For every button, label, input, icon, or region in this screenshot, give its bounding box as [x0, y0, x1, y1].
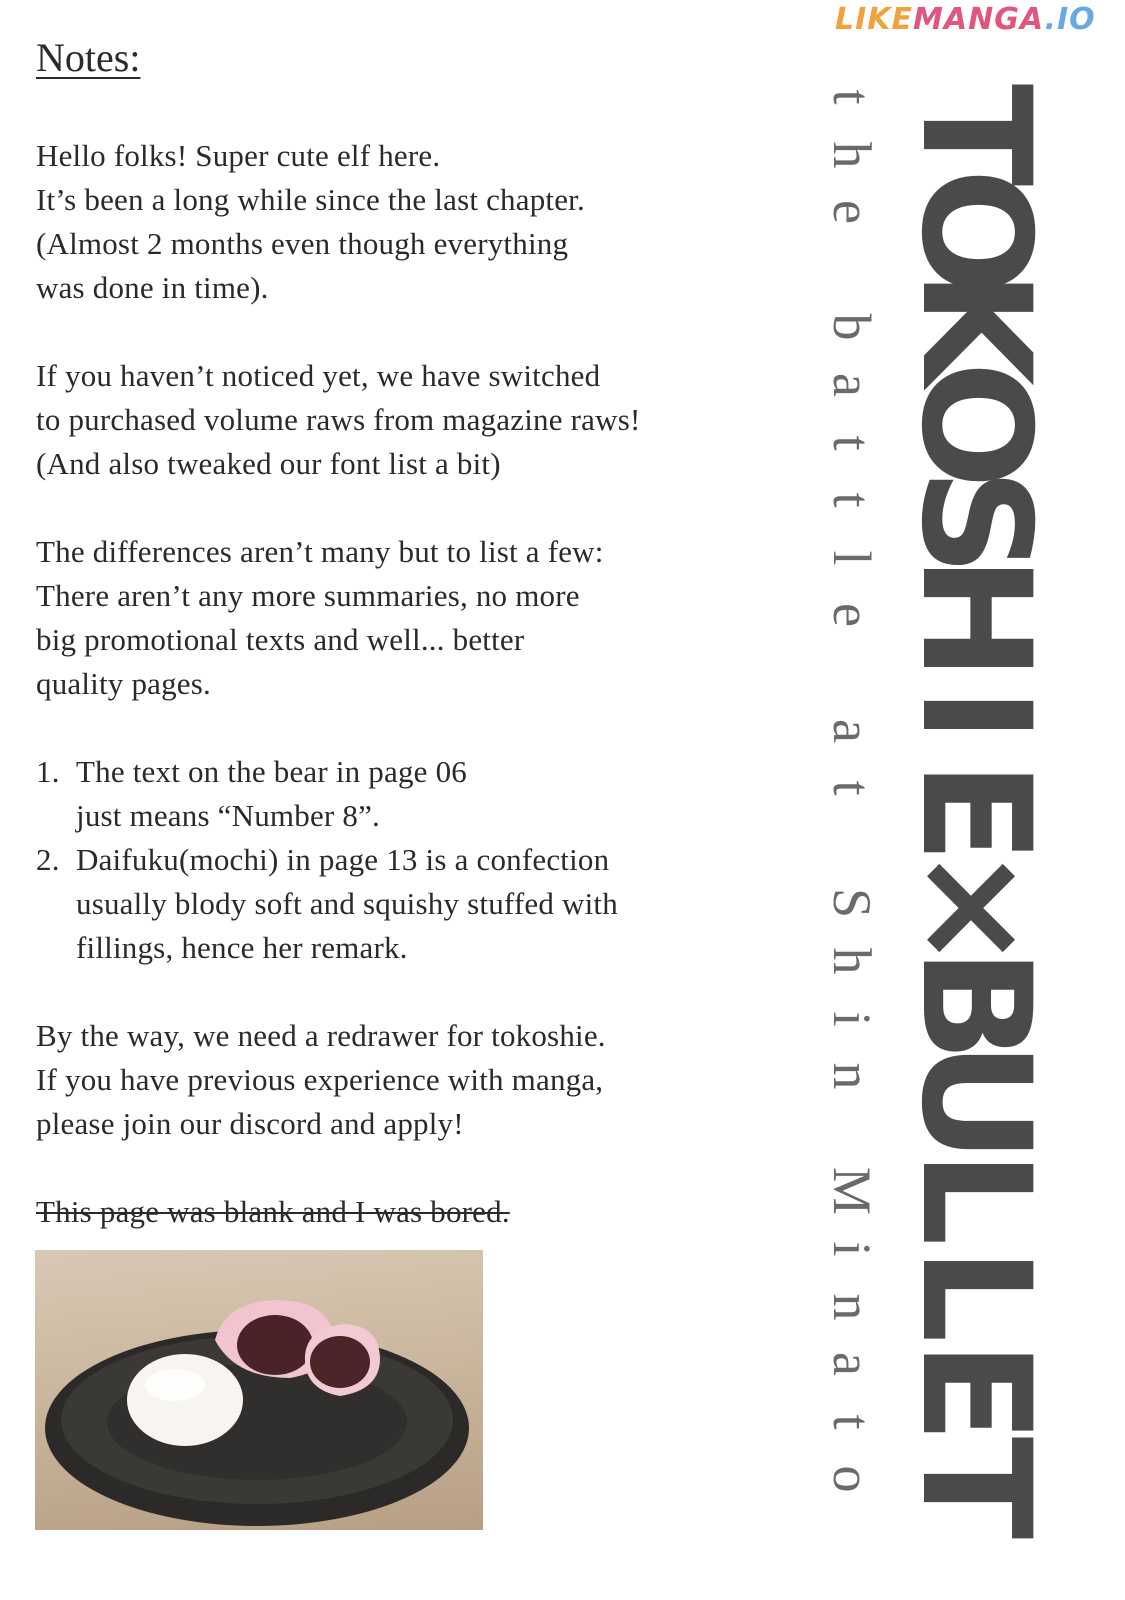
logo-letter: K — [888, 270, 1062, 387]
subtitle-letter: a — [822, 373, 882, 397]
subtitle-letter: b — [822, 313, 882, 341]
logo-letter: L — [888, 1247, 1062, 1343]
translation-notes-list — [36, 750, 796, 970]
subtitle-letter: t — [822, 492, 882, 508]
text-line: It’s been a long while since the last chapter. — [36, 182, 585, 217]
paragraph-intro — [36, 134, 796, 310]
logo-letter: T — [888, 83, 1062, 187]
list-item — [36, 838, 796, 970]
watermark-part-2: MANGA — [913, 2, 1045, 37]
subtitle-letter: n — [822, 1062, 882, 1090]
logo-letter: S — [888, 467, 1062, 576]
logo-letter: I — [888, 687, 1062, 743]
list-item — [36, 750, 796, 838]
subtitle-letter: e — [822, 603, 882, 628]
logo-letter: O — [888, 167, 1062, 296]
text-line: (Almost 2 months even though everything — [36, 226, 569, 261]
watermark — [835, 2, 1096, 37]
paragraph-raws — [36, 354, 796, 486]
text-line: If you haven’t noticed yet, we have switched — [36, 358, 601, 393]
title-logo — [888, 60, 1062, 1540]
text-line: The text on the bear in page 06 — [76, 754, 467, 789]
list-number: 1. — [36, 754, 60, 789]
notes-body — [36, 134, 796, 1234]
text-line: please join our discord and apply! — [36, 1106, 464, 1141]
text-line: quality pages. — [36, 666, 211, 701]
subtitle-letter: t — [822, 1414, 882, 1430]
paragraph-differences — [36, 530, 796, 706]
subtitle-letter: t — [822, 780, 882, 796]
logo-letter: × — [888, 845, 1062, 972]
watermark-part-1: LIKE — [835, 2, 914, 37]
daifuku-illustration — [35, 1250, 483, 1530]
subtitle-letter: S — [822, 888, 882, 919]
text-line: big promotional texts and well... better — [36, 622, 525, 657]
text-line: just means “Number 8”. — [76, 798, 380, 833]
subtitle-letter: i — [822, 1011, 882, 1027]
text-line: fillings, hence her remark. — [76, 930, 408, 965]
notes-title: Notes: — [36, 35, 141, 80]
subtitle-letter: h — [822, 141, 882, 169]
subtitle-letter: a — [822, 718, 882, 743]
subtitle-letter: l — [822, 550, 882, 566]
watermark-part-3: .IO — [1044, 2, 1096, 37]
subtitle-letter — [825, 643, 879, 703]
subtitle-letter — [825, 1104, 879, 1164]
subtitle-letter — [825, 240, 879, 300]
text-line: to purchased volume raws from magazine raws! — [36, 402, 641, 437]
logo-letter: H — [888, 555, 1062, 682]
logo-letter: O — [888, 361, 1062, 489]
logo-letter: E — [888, 1340, 1062, 1443]
list-number: 2. — [36, 842, 60, 877]
text-line: was done in time). — [36, 270, 269, 305]
subtitle-letter: t — [822, 89, 882, 105]
subtitle-letter: M — [822, 1167, 882, 1216]
text-line: usually blody soft and squishy stuffed with — [76, 886, 618, 921]
subtitle-vertical — [822, 70, 882, 1520]
subtitle-letter: o — [822, 1465, 882, 1493]
text-line: If you have previous experience with manga, — [36, 1062, 604, 1097]
daifuku-photo — [35, 1250, 483, 1530]
subtitle-letter: i — [822, 1241, 882, 1257]
logo-letter: T — [888, 1437, 1062, 1540]
logo-letter: L — [888, 1150, 1062, 1247]
subtitle-letter: h — [822, 947, 882, 975]
text-line: By the way, we need a redrawer for tokoshie. — [36, 1018, 606, 1053]
subtitle-letter: a — [822, 1352, 882, 1377]
text-line: (And also tweaked our font list a bit) — [36, 446, 501, 481]
text-line: Daifuku(mochi) in page 13 is a confection — [76, 842, 610, 877]
text-line: The differences aren’t many but to list a few: — [36, 534, 604, 569]
subtitle-letter: e — [822, 200, 882, 225]
text-line: There aren’t any more summaries, no more — [36, 578, 580, 613]
text-line: Hello folks! Super cute elf here. — [36, 138, 441, 173]
strikethrough-text: This page was blank and I was bored. — [36, 1194, 510, 1229]
subtitle-letter — [825, 816, 879, 876]
logo-letter: U — [888, 1040, 1062, 1163]
logo-letter: B — [888, 947, 1062, 1063]
subtitle-letter: n — [822, 1293, 882, 1321]
paragraph-recruitment — [36, 1014, 796, 1146]
logo-letter: E — [888, 760, 1062, 863]
subtitle-letter: t — [822, 435, 882, 451]
